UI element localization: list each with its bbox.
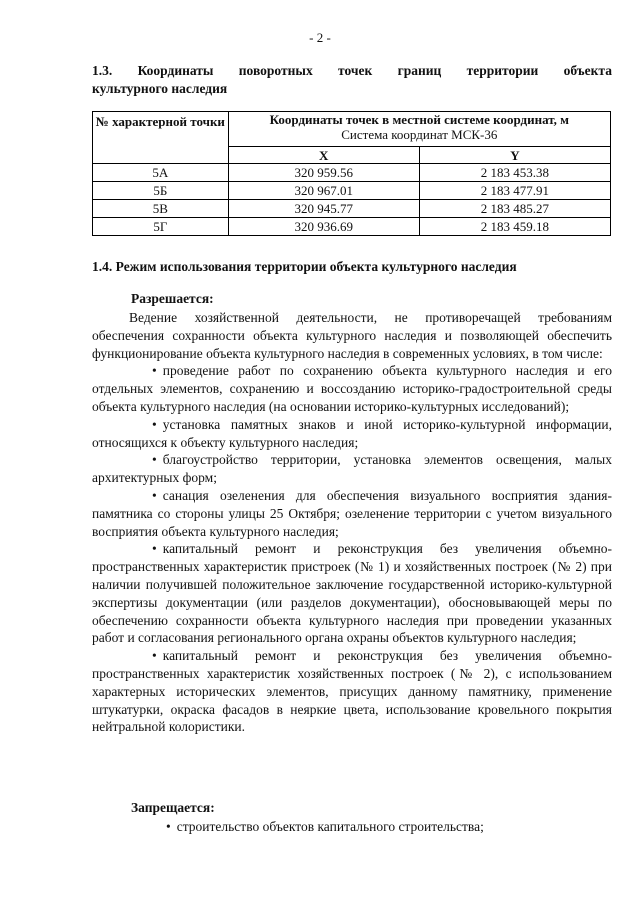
bullet-icon: • <box>152 452 157 468</box>
bullet-icon: • <box>152 541 157 557</box>
bullet-icon: • <box>152 487 157 503</box>
title-word: поворотных <box>238 63 313 78</box>
allowed-heading: Разрешается: <box>131 291 214 306</box>
forbidden-section <box>92 818 612 836</box>
table-row <box>93 182 611 200</box>
section-1-3-title-line2: культурного наследия <box>92 81 228 96</box>
list-item-text: санация озеленения для обеспечения визуального восприятия здания-памятника со стороны улицы 25 Октября; озеленение территории с учетом визуального восприятия объекта культурного наследия; <box>92 487 612 539</box>
table-row <box>93 218 611 236</box>
list-item <box>92 818 612 836</box>
col-y-header: Y <box>419 147 610 164</box>
list-item <box>92 416 612 452</box>
cell-point: 5Г <box>93 218 229 236</box>
allowed-intro: Ведение хозяйственной деятельности, не противоречащей требованиям обеспечения сохранности объекта культурного наследия и позволяющей обеспечить функционирование объекта культурного наследия в современных условиях, в том числе: <box>92 310 612 361</box>
title-word: Координаты <box>137 63 214 78</box>
section-1-4-title: 1.4. Режим использования территории объекта культурного наследия <box>92 259 517 274</box>
cell-x: 320 945.77 <box>228 200 419 218</box>
coords-header <box>228 112 610 147</box>
list-item-text: проведение работ по сохранению объекта культурного наследия и его отдельных элементов, сохранению и воссозданию историко-градостроительной среды объекта культурного наследия (на основании историко-культурных исследований); <box>92 363 612 414</box>
list-item-text: строительство объектов капитального строительства; <box>176 819 484 834</box>
title-word: территории <box>466 63 539 78</box>
cell-y: 2 183 477.91 <box>419 182 610 200</box>
cell-x: 320 959.56 <box>228 164 419 182</box>
cell-y: 2 183 485.27 <box>419 200 610 218</box>
list-item <box>92 451 612 487</box>
table-row <box>93 200 611 218</box>
cell-x: 320 967.01 <box>228 182 419 200</box>
list-item-text: благоустройство территории, установка элементов освещения, малых архитектурных форм; <box>92 452 612 486</box>
bullet-icon: • <box>152 648 157 664</box>
allowed-section <box>92 309 612 736</box>
bullet-icon: • <box>152 363 157 379</box>
coords-system-name: Система координат МСК-36 <box>341 127 498 142</box>
section-1-3-title <box>92 62 612 98</box>
list-item <box>92 540 612 647</box>
cell-y: 2 183 453.38 <box>419 164 610 182</box>
forbidden-heading: Запрещается: <box>131 800 215 815</box>
cell-point: 5А <box>93 164 229 182</box>
cell-x: 320 936.69 <box>228 218 419 236</box>
col-x-header: X <box>228 147 419 164</box>
list-item <box>92 362 612 415</box>
table-row <box>93 164 611 182</box>
page-number: - 2 - <box>309 30 331 45</box>
section-number: 1.3. <box>92 63 113 78</box>
cell-point: 5В <box>93 200 229 218</box>
col-point-header: № характерной точки <box>93 112 229 164</box>
bullet-icon: • <box>152 416 157 432</box>
cell-point: 5Б <box>93 182 229 200</box>
bullet-icon: • <box>166 819 171 834</box>
coords-header-title: Координаты точек в местной системе координат, м <box>269 112 570 127</box>
title-word: точек <box>338 63 373 78</box>
section-1-3-title-line1 <box>92 62 612 80</box>
list-item <box>92 647 612 736</box>
list-item-text: установка памятных знаков и иной историко-культурной информации, относящихся к объекту культурного наследия; <box>92 416 612 450</box>
list-item-text: капитальный ремонт и реконструкция без увеличения объемно-пространственных характеристик пристроек (№ 1) и хозяйственных построек (№ 2) при наличии получившей положительное заключение государственной историко-культурной экспертизы документации (или разделов документации), обосновывающей меры по обеспечению сохранности объекта культурного наследия при проведении указанных работ и согласования регионального органа охраны объектов культурного наследия; <box>92 541 612 646</box>
list-item <box>92 487 612 540</box>
list-item-text: капитальный ремонт и реконструкция без увеличения объемно-пространственных характеристик хозяйственных построек (№ 2), с использованием характерных исторических элементов, присущих данному памятнику, применение штукатурки, окраска фасадов в неяркие цвета, использование кровельного покрытия нейтральной колористики. <box>92 648 612 735</box>
cell-y: 2 183 459.18 <box>419 218 610 236</box>
coordinates-table <box>92 111 611 236</box>
title-word: границ <box>397 63 442 78</box>
title-word: объекта <box>563 63 612 78</box>
